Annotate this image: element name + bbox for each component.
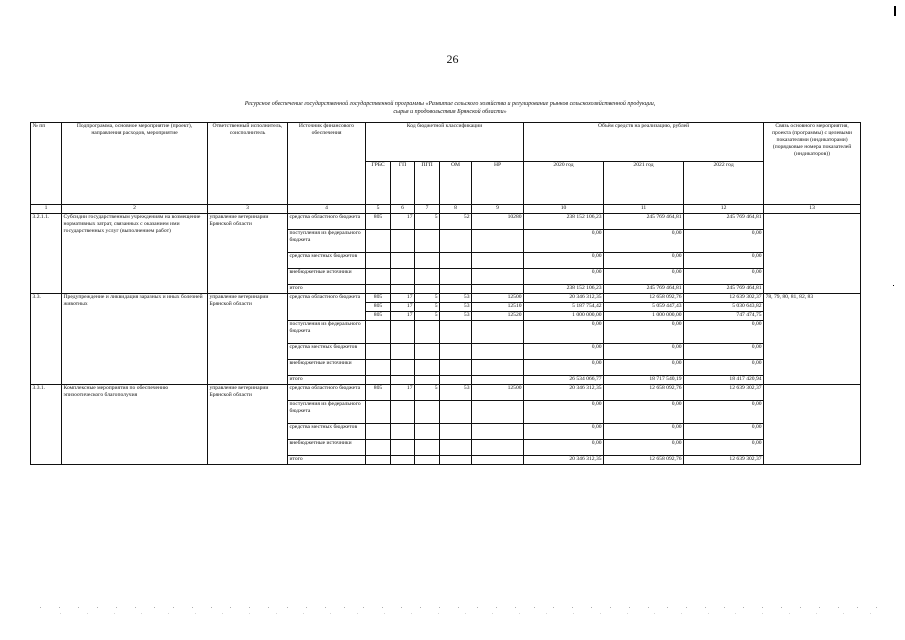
cell-grbs: 805 <box>366 294 391 303</box>
row-source: внебюджетные источники <box>288 440 366 456</box>
cell-empty <box>472 360 524 376</box>
header-indicator-link: Связь основного мероприятия, проекта (программы) с целевыми показателями (индикаторами) (порядковые номера показателей (индикаторов)) <box>764 123 861 205</box>
cell-amount: 0,00 <box>684 360 764 376</box>
cell-empty <box>366 456 391 465</box>
row-number: 3.2.1.1. <box>31 214 62 294</box>
cell-empty <box>440 376 472 385</box>
cell-empty <box>391 344 415 360</box>
cell-pgp: 5 <box>415 312 440 321</box>
cell-amount: 0,00 <box>684 424 764 440</box>
cell-amount: 0,00 <box>684 269 764 285</box>
cell-amount: 20 346 312,35 <box>524 456 604 465</box>
cell-empty <box>440 230 472 253</box>
cell-empty <box>472 253 524 269</box>
cell-empty <box>366 344 391 360</box>
cell-empty <box>472 230 524 253</box>
cell-amount: 18 717 540,19 <box>604 376 684 385</box>
col-number: 7 <box>415 205 440 214</box>
cell-empty <box>391 424 415 440</box>
cell-empty <box>415 253 440 269</box>
row-source: поступления из федерального бюджета <box>288 401 366 424</box>
col-number: 1 <box>31 205 62 214</box>
col-number: 8 <box>440 205 472 214</box>
cell-empty <box>391 230 415 253</box>
cell-amount: 12 639 302,37 <box>684 456 764 465</box>
cell-np: 12510 <box>472 303 524 312</box>
cell-amount: 12 639 302,37 <box>684 385 764 401</box>
cell-amount: 0,00 <box>524 424 604 440</box>
cell-empty <box>391 321 415 344</box>
cell-amount: 0,00 <box>684 253 764 269</box>
scan-edge-mark <box>894 6 896 16</box>
header-2020: 2020 год <box>524 162 604 205</box>
cell-amount: 245 769 464,81 <box>604 285 684 294</box>
cell-pgp: 5 <box>415 294 440 303</box>
cell-empty <box>440 321 472 344</box>
cell-gp: 17 <box>391 214 415 230</box>
cell-empty <box>440 344 472 360</box>
col-number: 6 <box>391 205 415 214</box>
col-number: 10 <box>524 205 604 214</box>
cell-empty <box>415 456 440 465</box>
cell-amount: 238 152 106,23 <box>524 214 604 230</box>
cell-amount: 5 187 754,42 <box>524 303 604 312</box>
cell-om: 53 <box>440 294 472 303</box>
cell-gp: 17 <box>391 385 415 401</box>
cell-np: 10280 <box>472 214 524 230</box>
cell-amount: 5 030 643,82 <box>684 303 764 312</box>
cell-empty <box>366 253 391 269</box>
row-source: итого <box>288 376 366 385</box>
row-source: поступления из федерального бюджета <box>288 321 366 344</box>
row-source: итого <box>288 456 366 465</box>
cell-amount: 12 658 092,76 <box>604 385 684 401</box>
scan-speck <box>893 285 894 286</box>
cell-empty <box>391 285 415 294</box>
row-source: средства областного бюджета <box>288 214 366 230</box>
cell-amount: 0,00 <box>684 230 764 253</box>
header-source: Источник финансового обеспечения <box>288 123 366 205</box>
row-indicator-link: 78, 79, 80, 81, 82, 83 <box>764 294 861 385</box>
row-name: Предупреждение и ликвидация заразных и иных болезней животных <box>62 294 208 385</box>
cell-empty <box>415 440 440 456</box>
cell-pgp: 5 <box>415 385 440 401</box>
cell-amount: 0,00 <box>604 321 684 344</box>
cell-empty <box>415 401 440 424</box>
cell-amount: 0,00 <box>684 321 764 344</box>
cell-empty <box>366 230 391 253</box>
row-source: средства областного бюджета <box>288 385 366 401</box>
header-budget-classification: Код бюджетной классификации <box>366 123 524 162</box>
cell-grbs: 805 <box>366 385 391 401</box>
cell-empty <box>472 456 524 465</box>
cell-amount: 18 417 420,94 <box>684 376 764 385</box>
cell-amount: 0,00 <box>524 253 604 269</box>
cell-gp: 17 <box>391 312 415 321</box>
document-title-line-1: Ресурсное обеспечение государственной государственной программы «Развитие сельского хозяйства и регулирование рынков сельскохозяйственной продукции, <box>244 101 656 107</box>
row-indicator-link <box>764 385 861 465</box>
cell-amount: 0,00 <box>524 230 604 253</box>
header-executor: Ответственный исполнитель, соисполнитель <box>208 123 288 205</box>
cell-empty <box>391 269 415 285</box>
cell-om: 53 <box>440 312 472 321</box>
cell-empty <box>391 401 415 424</box>
table-row <box>31 214 861 230</box>
col-number: 4 <box>288 205 366 214</box>
cell-amount: 0,00 <box>524 344 604 360</box>
row-source: средства местных бюджетов <box>288 344 366 360</box>
cell-amount: 0,00 <box>524 269 604 285</box>
cell-empty <box>440 456 472 465</box>
cell-grbs: 805 <box>366 312 391 321</box>
cell-empty <box>391 253 415 269</box>
cell-empty <box>472 344 524 360</box>
cell-amount: 0,00 <box>604 440 684 456</box>
cell-amount: 0,00 <box>684 440 764 456</box>
header-np: НР <box>472 162 524 205</box>
cell-empty <box>391 360 415 376</box>
scan-noise <box>60 613 880 614</box>
cell-empty <box>415 285 440 294</box>
cell-grbs: 805 <box>366 214 391 230</box>
cell-empty <box>415 376 440 385</box>
row-executor: управление ветеринарии Брянской области <box>208 385 288 465</box>
cell-amount: 0,00 <box>604 344 684 360</box>
cell-empty <box>472 440 524 456</box>
cell-amount: 0,00 <box>524 360 604 376</box>
cell-empty <box>391 376 415 385</box>
cell-amount: 245 769 464,81 <box>684 214 764 230</box>
cell-amount: 5 059 447,43 <box>604 303 684 312</box>
cell-empty <box>415 424 440 440</box>
cell-amount: 245 769 464,81 <box>684 285 764 294</box>
cell-empty <box>472 424 524 440</box>
cell-empty <box>415 321 440 344</box>
row-indicator-link <box>764 214 861 294</box>
cell-amount: 20 346 312,35 <box>524 294 604 303</box>
header-volume: Объём средств на реализацию, рублей <box>524 123 764 162</box>
cell-amount: 1 000 000,00 <box>524 312 604 321</box>
cell-om: 52 <box>440 214 472 230</box>
cell-empty <box>472 285 524 294</box>
header-gp: ГП <box>391 162 415 205</box>
cell-amount: 0,00 <box>604 424 684 440</box>
cell-om: 53 <box>440 385 472 401</box>
cell-empty <box>366 401 391 424</box>
cell-empty <box>391 456 415 465</box>
row-number: 3.3.1. <box>31 385 62 465</box>
table-row <box>31 385 861 401</box>
cell-amount: 0,00 <box>684 401 764 424</box>
cell-empty <box>366 360 391 376</box>
row-source: средства местных бюджетов <box>288 424 366 440</box>
cell-empty <box>366 269 391 285</box>
cell-grbs: 805 <box>366 303 391 312</box>
header-grbs: ГРБС <box>366 162 391 205</box>
header-num: № пп <box>31 123 62 205</box>
row-source: итого <box>288 285 366 294</box>
cell-empty <box>440 424 472 440</box>
cell-amount: 0,00 <box>604 360 684 376</box>
cell-amount: 0,00 <box>524 440 604 456</box>
document-title-line-2: сырья и продовольствия Брянской области» <box>393 109 507 115</box>
cell-empty <box>366 424 391 440</box>
header-row-1 <box>31 123 861 162</box>
resource-provision-table <box>30 122 861 465</box>
header-om: ОМ <box>440 162 472 205</box>
cell-amount: 0,00 <box>684 344 764 360</box>
cell-gp: 17 <box>391 294 415 303</box>
header-name: Подпрограмма, основное мероприятие (проект), направления расходов, мероприятие <box>62 123 208 205</box>
cell-amount: 0,00 <box>604 269 684 285</box>
cell-empty <box>440 360 472 376</box>
document-title <box>150 100 750 116</box>
cell-empty <box>391 440 415 456</box>
cell-om: 53 <box>440 303 472 312</box>
header-2021: 2021 год <box>604 162 684 205</box>
cell-amount: 26 534 066,77 <box>524 376 604 385</box>
col-number: 3 <box>208 205 288 214</box>
cell-amount: 12 639 302,37 <box>684 294 764 303</box>
cell-empty <box>440 269 472 285</box>
cell-amount: 12 658 092,76 <box>604 456 684 465</box>
col-number: 11 <box>604 205 684 214</box>
cell-amount: 20 346 312,35 <box>524 385 604 401</box>
cell-amount: 0,00 <box>524 321 604 344</box>
col-number: 12 <box>684 205 764 214</box>
cell-empty <box>472 376 524 385</box>
row-name: Комплексные мероприятия по обеспечению эпизоотического благополучия <box>62 385 208 465</box>
cell-empty <box>415 360 440 376</box>
col-number: 2 <box>62 205 208 214</box>
cell-empty <box>415 230 440 253</box>
col-number: 13 <box>764 205 861 214</box>
row-source: средства местных бюджетов <box>288 253 366 269</box>
cell-np: 12520 <box>472 312 524 321</box>
table-body <box>31 123 861 465</box>
table-row <box>31 294 861 303</box>
cell-np: 12500 <box>472 385 524 401</box>
header-pgp: ПГП <box>415 162 440 205</box>
cell-gp: 17 <box>391 303 415 312</box>
row-source: внебюджетные источники <box>288 360 366 376</box>
cell-empty <box>440 285 472 294</box>
cell-np: 12500 <box>472 294 524 303</box>
cell-empty <box>415 269 440 285</box>
row-source: поступления из федерального бюджета <box>288 230 366 253</box>
cell-empty <box>366 440 391 456</box>
cell-amount: 12 658 092,76 <box>604 294 684 303</box>
cell-amount: 238 152 106,23 <box>524 285 604 294</box>
cell-amount: 0,00 <box>604 401 684 424</box>
cell-empty <box>472 269 524 285</box>
col-number: 9 <box>472 205 524 214</box>
col-number: 5 <box>366 205 391 214</box>
column-number-row <box>31 205 861 214</box>
cell-empty <box>440 253 472 269</box>
cell-empty <box>366 376 391 385</box>
row-executor: управление ветеринарии Брянской области <box>208 214 288 294</box>
cell-empty <box>440 401 472 424</box>
cell-empty <box>472 321 524 344</box>
row-name: Субсидии государственным учреждениям на возмещение нормативных затрат, связанных с оказанием ими государственных услуг (выполнением работ) <box>62 214 208 294</box>
cell-amount: 245 769 464,81 <box>604 214 684 230</box>
page-number: 26 <box>446 52 459 66</box>
cell-empty <box>366 285 391 294</box>
cell-empty <box>440 440 472 456</box>
cell-empty <box>415 344 440 360</box>
cell-amount: 0,00 <box>604 230 684 253</box>
cell-empty <box>366 321 391 344</box>
cell-amount: 1 000 000,00 <box>604 312 684 321</box>
cell-amount: 0,00 <box>524 401 604 424</box>
cell-amount: 747 474,75 <box>684 312 764 321</box>
header-2022: 2022 год <box>684 162 764 205</box>
cell-pgp: 5 <box>415 303 440 312</box>
row-source: средства областного бюджета <box>288 294 366 321</box>
cell-empty <box>472 401 524 424</box>
cell-pgp: 5 <box>415 214 440 230</box>
scan-noise <box>40 607 880 608</box>
row-number: 3.3. <box>31 294 62 385</box>
row-executor: управление ветеринарии Брянской области <box>208 294 288 385</box>
row-source: внебюджетные источники <box>288 269 366 285</box>
cell-amount: 0,00 <box>604 253 684 269</box>
